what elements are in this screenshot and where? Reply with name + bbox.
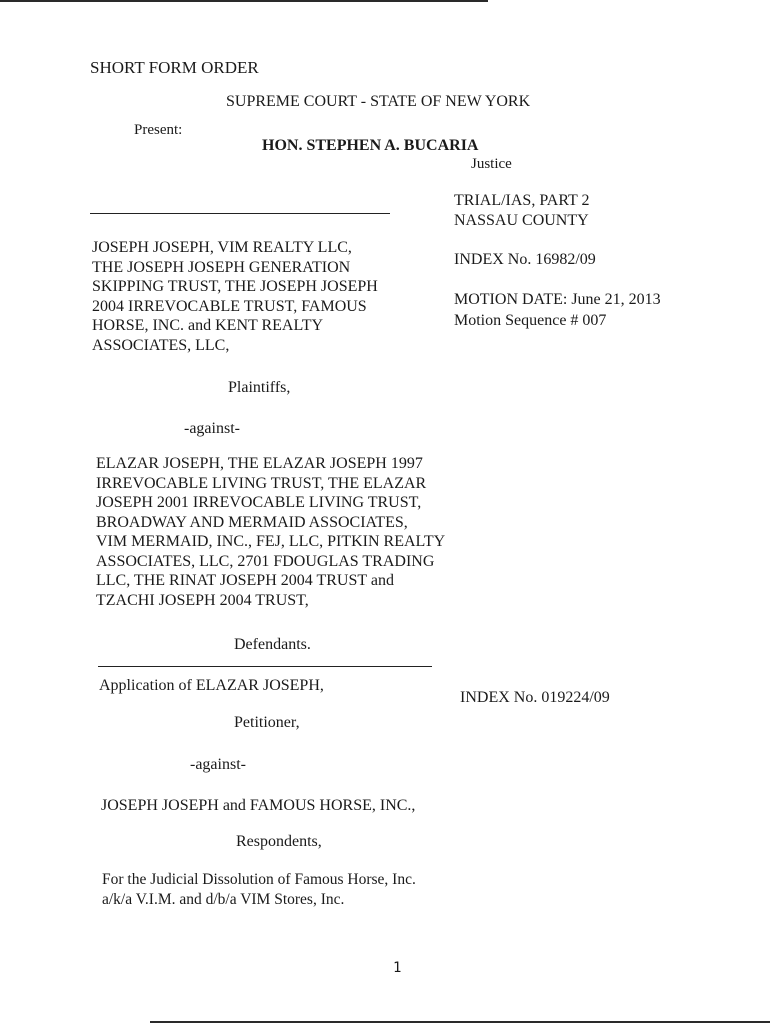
application-divider bbox=[98, 666, 432, 667]
petitioner-role: Petitioner, bbox=[234, 714, 300, 731]
motion-date: MOTION DATE: June 21, 2013 bbox=[454, 291, 661, 308]
page-number: 1 bbox=[393, 960, 402, 976]
application-index-number: INDEX No. 019224/09 bbox=[460, 689, 610, 706]
plaintiff-line: THE JOSEPH JOSEPH GENERATION bbox=[92, 258, 351, 276]
defendant-line: ELAZAR JOSEPH, THE ELAZAR JOSEPH 1997 bbox=[96, 455, 423, 472]
plaintiff-line: ASSOCIATES, LLC, bbox=[92, 336, 230, 354]
defendants-role: Defendants. bbox=[234, 636, 311, 653]
defendant-line: LLC, THE RINAT JOSEPH 2004 TRUST and bbox=[96, 572, 394, 589]
caption-divider bbox=[90, 213, 390, 214]
plaintiffs-role: Plaintiffs, bbox=[228, 379, 291, 396]
defendant-line: BROADWAY AND MERMAID ASSOCIATES, bbox=[96, 513, 408, 531]
defendant-line: TZACHI JOSEPH 2004 TRUST, bbox=[96, 591, 309, 609]
motion-sequence: Motion Sequence # 007 bbox=[454, 312, 607, 329]
dissolution-purpose bbox=[102, 870, 416, 909]
plaintiff-line: 2004 IRREVOCABLE TRUST, FAMOUS bbox=[92, 297, 367, 315]
bottom-scan-edge bbox=[150, 1021, 770, 1023]
defendant-line: ASSOCIATES, LLC, 2701 FDOUGLAS TRADING bbox=[96, 552, 435, 570]
purpose-line: For the Judicial Dissolution of Famous Horse, Inc. bbox=[102, 871, 416, 888]
defendant-line: IRREVOCABLE LIVING TRUST, THE ELAZAR bbox=[96, 474, 427, 492]
against-2: -against- bbox=[190, 756, 246, 773]
present-label: Present: bbox=[134, 122, 183, 138]
judge-title: Justice bbox=[471, 156, 512, 172]
judge-name: HON. STEPHEN A. BUCARIA bbox=[262, 137, 479, 154]
respondents-role: Respondents, bbox=[236, 833, 322, 850]
application-title: Application of ELAZAR JOSEPH, bbox=[99, 677, 324, 694]
plaintiff-line: HORSE, INC. and KENT REALTY bbox=[92, 317, 324, 334]
trial-part: TRIAL/IAS, PART 2 bbox=[454, 192, 590, 209]
top-scan-edge bbox=[0, 0, 488, 2]
plaintiffs-block bbox=[92, 238, 378, 355]
defendants-block bbox=[96, 454, 445, 610]
defendant-line: VIM MERMAID, INC., FEJ, LLC, PITKIN REALTY bbox=[96, 533, 446, 550]
against-1: -against- bbox=[184, 420, 240, 437]
county: NASSAU COUNTY bbox=[454, 212, 589, 229]
plaintiff-line: SKIPPING TRUST, THE JOSEPH JOSEPH bbox=[92, 278, 378, 295]
plaintiff-line: JOSEPH JOSEPH, VIM REALTY LLC, bbox=[92, 239, 352, 256]
index-number: INDEX No. 16982/09 bbox=[454, 251, 596, 268]
form-title: SHORT FORM ORDER bbox=[90, 58, 259, 77]
court-name: SUPREME COURT - STATE OF NEW YORK bbox=[226, 93, 531, 110]
defendant-line: JOSEPH 2001 IRREVOCABLE LIVING TRUST, bbox=[96, 494, 422, 511]
respondents-names: JOSEPH JOSEPH and FAMOUS HORSE, INC., bbox=[101, 797, 416, 814]
purpose-line: a/k/a V.I.M. and d/b/a VIM Stores, Inc. bbox=[102, 890, 345, 908]
